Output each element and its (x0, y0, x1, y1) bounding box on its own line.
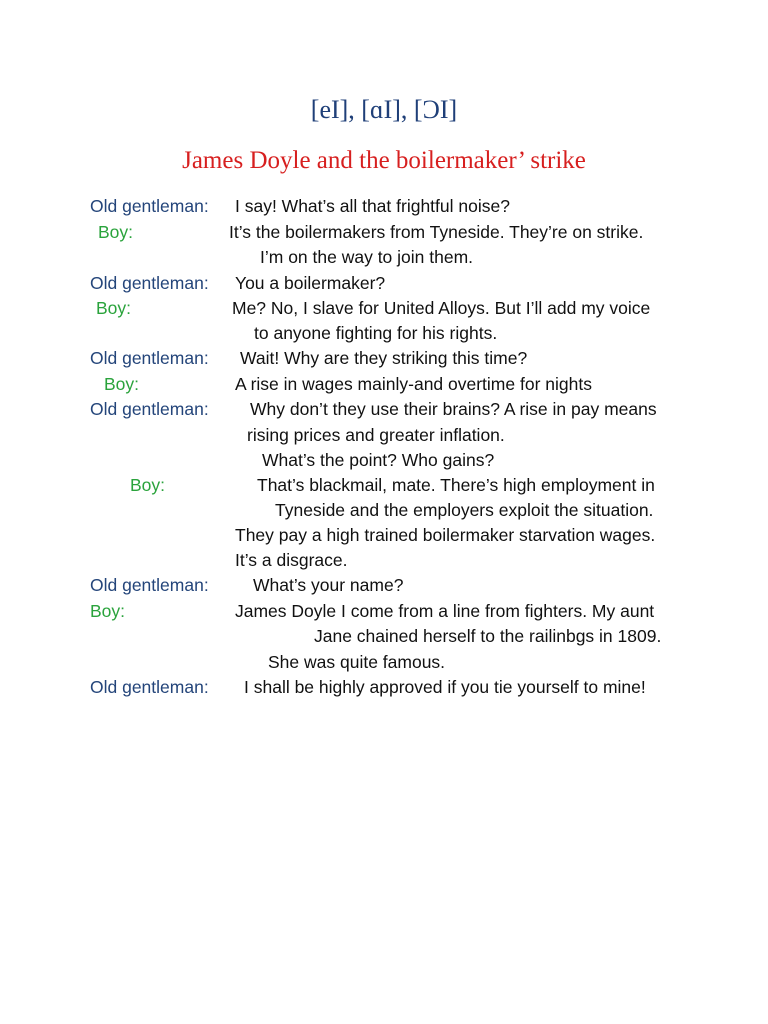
dialogue-line: A rise in wages mainly-and overtime for nights (235, 374, 592, 394)
dialogue-line: I shall be highly approved if you tie yourself to mine! (244, 677, 646, 697)
dialogue-line: to anyone fighting for his rights. (254, 323, 498, 343)
speaker-label-old-gentleman: Old gentleman: (90, 575, 209, 595)
speaker-label-boy: Boy: (130, 475, 166, 495)
dialogue-line: I say! What’s all that frightful noise? (235, 196, 510, 216)
dialogue-line: Why don’t they use their brains? A rise in pay means (250, 399, 657, 419)
speaker-label-boy: Boy: (90, 601, 126, 621)
dialogue-line: James Doyle I come from a line from fighters. My aunt (235, 601, 655, 621)
dialogue-line: I’m on the way to join them. (260, 247, 474, 267)
dialogue-line: It’s a disgrace. (235, 550, 348, 570)
dialogue-line: You a boilermaker? (235, 273, 386, 293)
speaker-label-old-gentleman: Old gentleman: (90, 677, 209, 697)
dialogue-line: What’s the point? Who gains? (262, 450, 495, 470)
speaker-label-old-gentleman: Old gentleman: (90, 273, 209, 293)
dialogue-line: Wait! Why are they striking this time? (240, 348, 528, 368)
phonetic-heading: [eI], [ɑI], [ƆI] (310, 95, 458, 124)
dialogue-line: What’s your name? (253, 575, 404, 595)
speaker-label-old-gentleman: Old gentleman: (90, 196, 209, 216)
speaker-label-boy: Boy: (104, 374, 140, 394)
dialogue-line: That’s blackmail, mate. There’s high employment in (257, 475, 655, 495)
speaker-label-old-gentleman: Old gentleman: (90, 399, 209, 419)
dialogue-line: Me? No, I slave for United Alloys. But I’ll add my voice (232, 298, 651, 318)
page-title: James Doyle and the boilermaker’ strike (182, 147, 586, 174)
dialogue-line: Jane chained herself to the railinbgs in 1809. (314, 626, 662, 646)
dialogue-line: It’s the boilermakers from Tyneside. They’re on strike. (229, 222, 644, 242)
speaker-label-old-gentleman: Old gentleman: (90, 348, 209, 368)
dialogue-line: They pay a high trained boilermaker starvation wages. (235, 525, 656, 545)
dialogue-line: Tyneside and the employers exploit the situation. (275, 500, 654, 520)
speaker-label-boy: Boy: (96, 298, 132, 318)
dialogue-line: rising prices and greater inflation. (247, 425, 505, 445)
speaker-label-boy: Boy: (98, 222, 134, 242)
dialogue-line: She was quite famous. (268, 652, 446, 672)
